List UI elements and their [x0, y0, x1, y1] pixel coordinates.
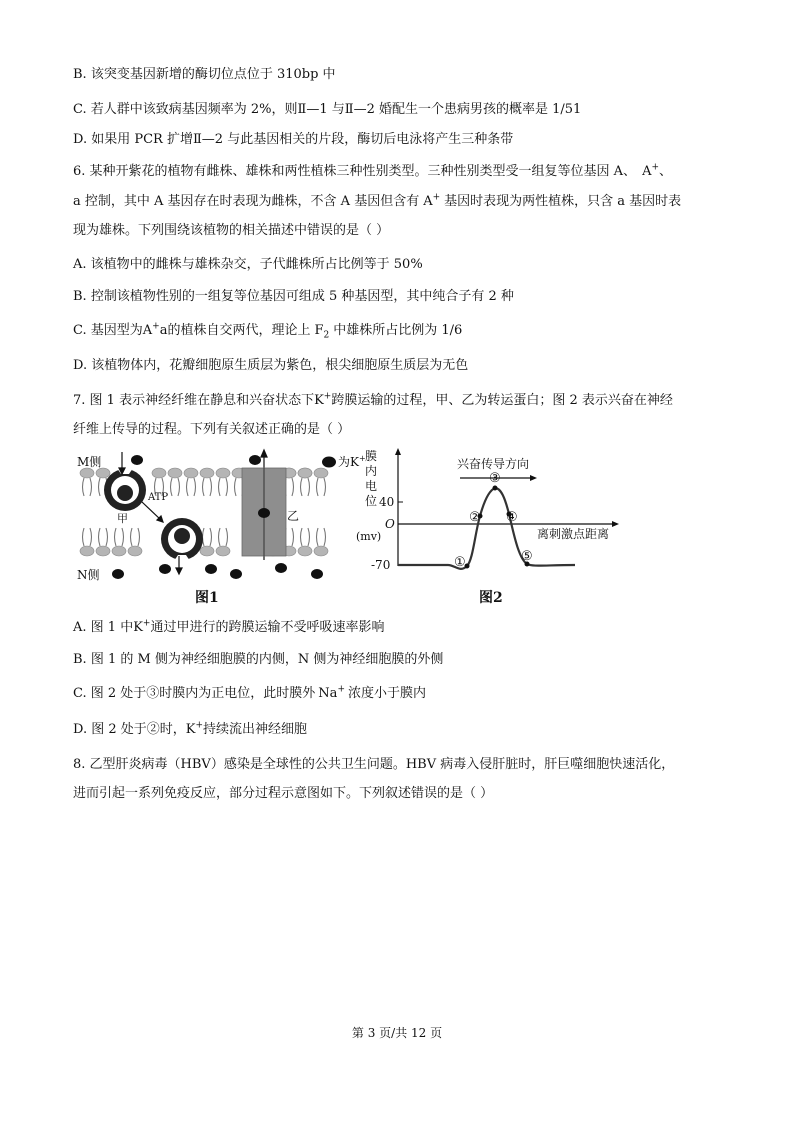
question-6-stem: 6. 某种开紫花的植物有雌株、雄株和两性植株三种性别类型。三种性别类型受一组复等位基因 A、 A+、 [73, 162, 673, 179]
figure-2-caption: 图2 [479, 590, 503, 606]
sodium-ion: Na+ [318, 684, 345, 701]
allele-a-plus: A+ [642, 162, 659, 179]
question-6-stem-3: 现为雄株。下列围绕该植物的相关描述中错误的是（ ） [73, 223, 390, 238]
option-7a: A. 图 1 中K+通过甲进行的跨膜运输不受呼吸速率影响 [73, 618, 385, 635]
figure-1-membrane [77, 450, 366, 606]
option-6b: B. 控制该植物性别的一组复等位基因可组成 5 种基因型，其中纯合子有 2 种 [73, 289, 514, 304]
page-footer: 第 3 页/共 12 页 [351, 1026, 443, 1040]
svg-text:膜: 膜 [365, 449, 378, 463]
option-7b: B. 图 1 的 M 侧为神经细胞膜的内侧，N 侧为神经细胞膜的外侧 [73, 652, 444, 667]
option-6d: D. 该植物体内，花瓣细胞原生质层为紫色，根尖细胞原生质层为无色 [73, 358, 469, 373]
question-8-stem-2: 进而引起一系列免疫反应，部分过程示意图如下。下列叙述错误的是（ ） [73, 786, 494, 801]
figure-1-caption: 图1 [195, 590, 219, 606]
question-8-stem: 8. 乙型肝炎病毒（HBV）感染是全球性的公共卫生问题。HBV 病毒入侵肝脏时，肝巨噬细胞快速活化， [73, 757, 675, 772]
legend-k-label: 为K+ [338, 454, 366, 469]
unit-label: (mv) [356, 530, 382, 543]
potassium-ion: K+ [314, 391, 332, 408]
svg-text:内: 内 [365, 464, 378, 478]
point-2: ② [469, 510, 481, 525]
transporter-jia-lower [161, 518, 203, 561]
figure-1-and-2 [75, 448, 635, 608]
atp-label: ATP [148, 492, 169, 503]
f2-generation: $F_2$ [314, 323, 330, 341]
option-c-prev: C. 若人群中该致病基因频率为 2%，则Ⅱ—1 与Ⅱ—2 婚配生一个患病男孩的概率是 1/51 [73, 102, 582, 117]
question-7-stem: 7. 图 1 表示神经纤维在静息和兴奋状态下K+跨膜运输的过程，甲、乙为转运蛋白；图 2 表示兴奋在神经 [73, 391, 673, 408]
tick-minus-70: -70 [371, 558, 391, 572]
point-1: ① [454, 555, 466, 570]
svg-text:电: 电 [365, 479, 378, 493]
potassium-ion: K+ [185, 720, 204, 737]
point-3: ③ [489, 471, 501, 486]
x-axis-label: 离刺激点距离 [537, 527, 610, 541]
question-7-figures [75, 448, 635, 612]
question-7-stem-2: 纤维上传导的过程。下列有关叙述正确的是（ ） [73, 422, 351, 437]
tick-40: 40 [379, 495, 395, 509]
svg-text:位: 位 [365, 494, 378, 508]
genotype-aplus-a: A+a [142, 321, 168, 338]
channel-yi [242, 468, 286, 556]
yi-label: 乙 [287, 509, 300, 523]
option-d-prev: D. 如果用 PCR 扩增Ⅱ—2 与此基因相关的片段，酶切后电泳将产生三种条带 [73, 132, 514, 147]
m-side-label: M侧 [77, 455, 102, 469]
option-7c: C. 图 2 处于③时膜内为正电位，此时膜外 Na+ 浓度小于膜内 [73, 684, 426, 701]
option-6c: C. 基因型为A+a的植株自交两代，理论上 $F_2$ 中雄株所占比例为 1/6 [73, 321, 463, 341]
conduction-direction-label: 兴奋传导方向 [457, 457, 530, 471]
transporter-jia-upper [104, 468, 146, 511]
jia-label: 甲 [117, 512, 128, 525]
figure-2-action-potential [356, 448, 619, 606]
allele-a-plus: A+ [423, 192, 441, 209]
n-side-label: N侧 [77, 568, 100, 582]
potassium-ion: K+ [133, 618, 151, 635]
option-b-prev: B. 该突变基因新增的酶切位点位于 310bp 中 [73, 67, 336, 82]
question-6-stem-2: a 控制，其中 A 基因存在时表现为雌株，不含 A 基因但含有 A+ 基因时表现为两性植株，只含 a 基因时表 [73, 192, 682, 209]
point-4: ④ [506, 510, 518, 525]
option-7d: D. 图 2 处于②时，K+持续流出神经细胞 [73, 720, 308, 737]
point-5: ⑤ [521, 549, 533, 564]
origin-label: O [385, 517, 395, 531]
option-6a: A. 该植物中的雌株与雄株杂交，子代雌株所占比例等于 50% [73, 257, 423, 272]
